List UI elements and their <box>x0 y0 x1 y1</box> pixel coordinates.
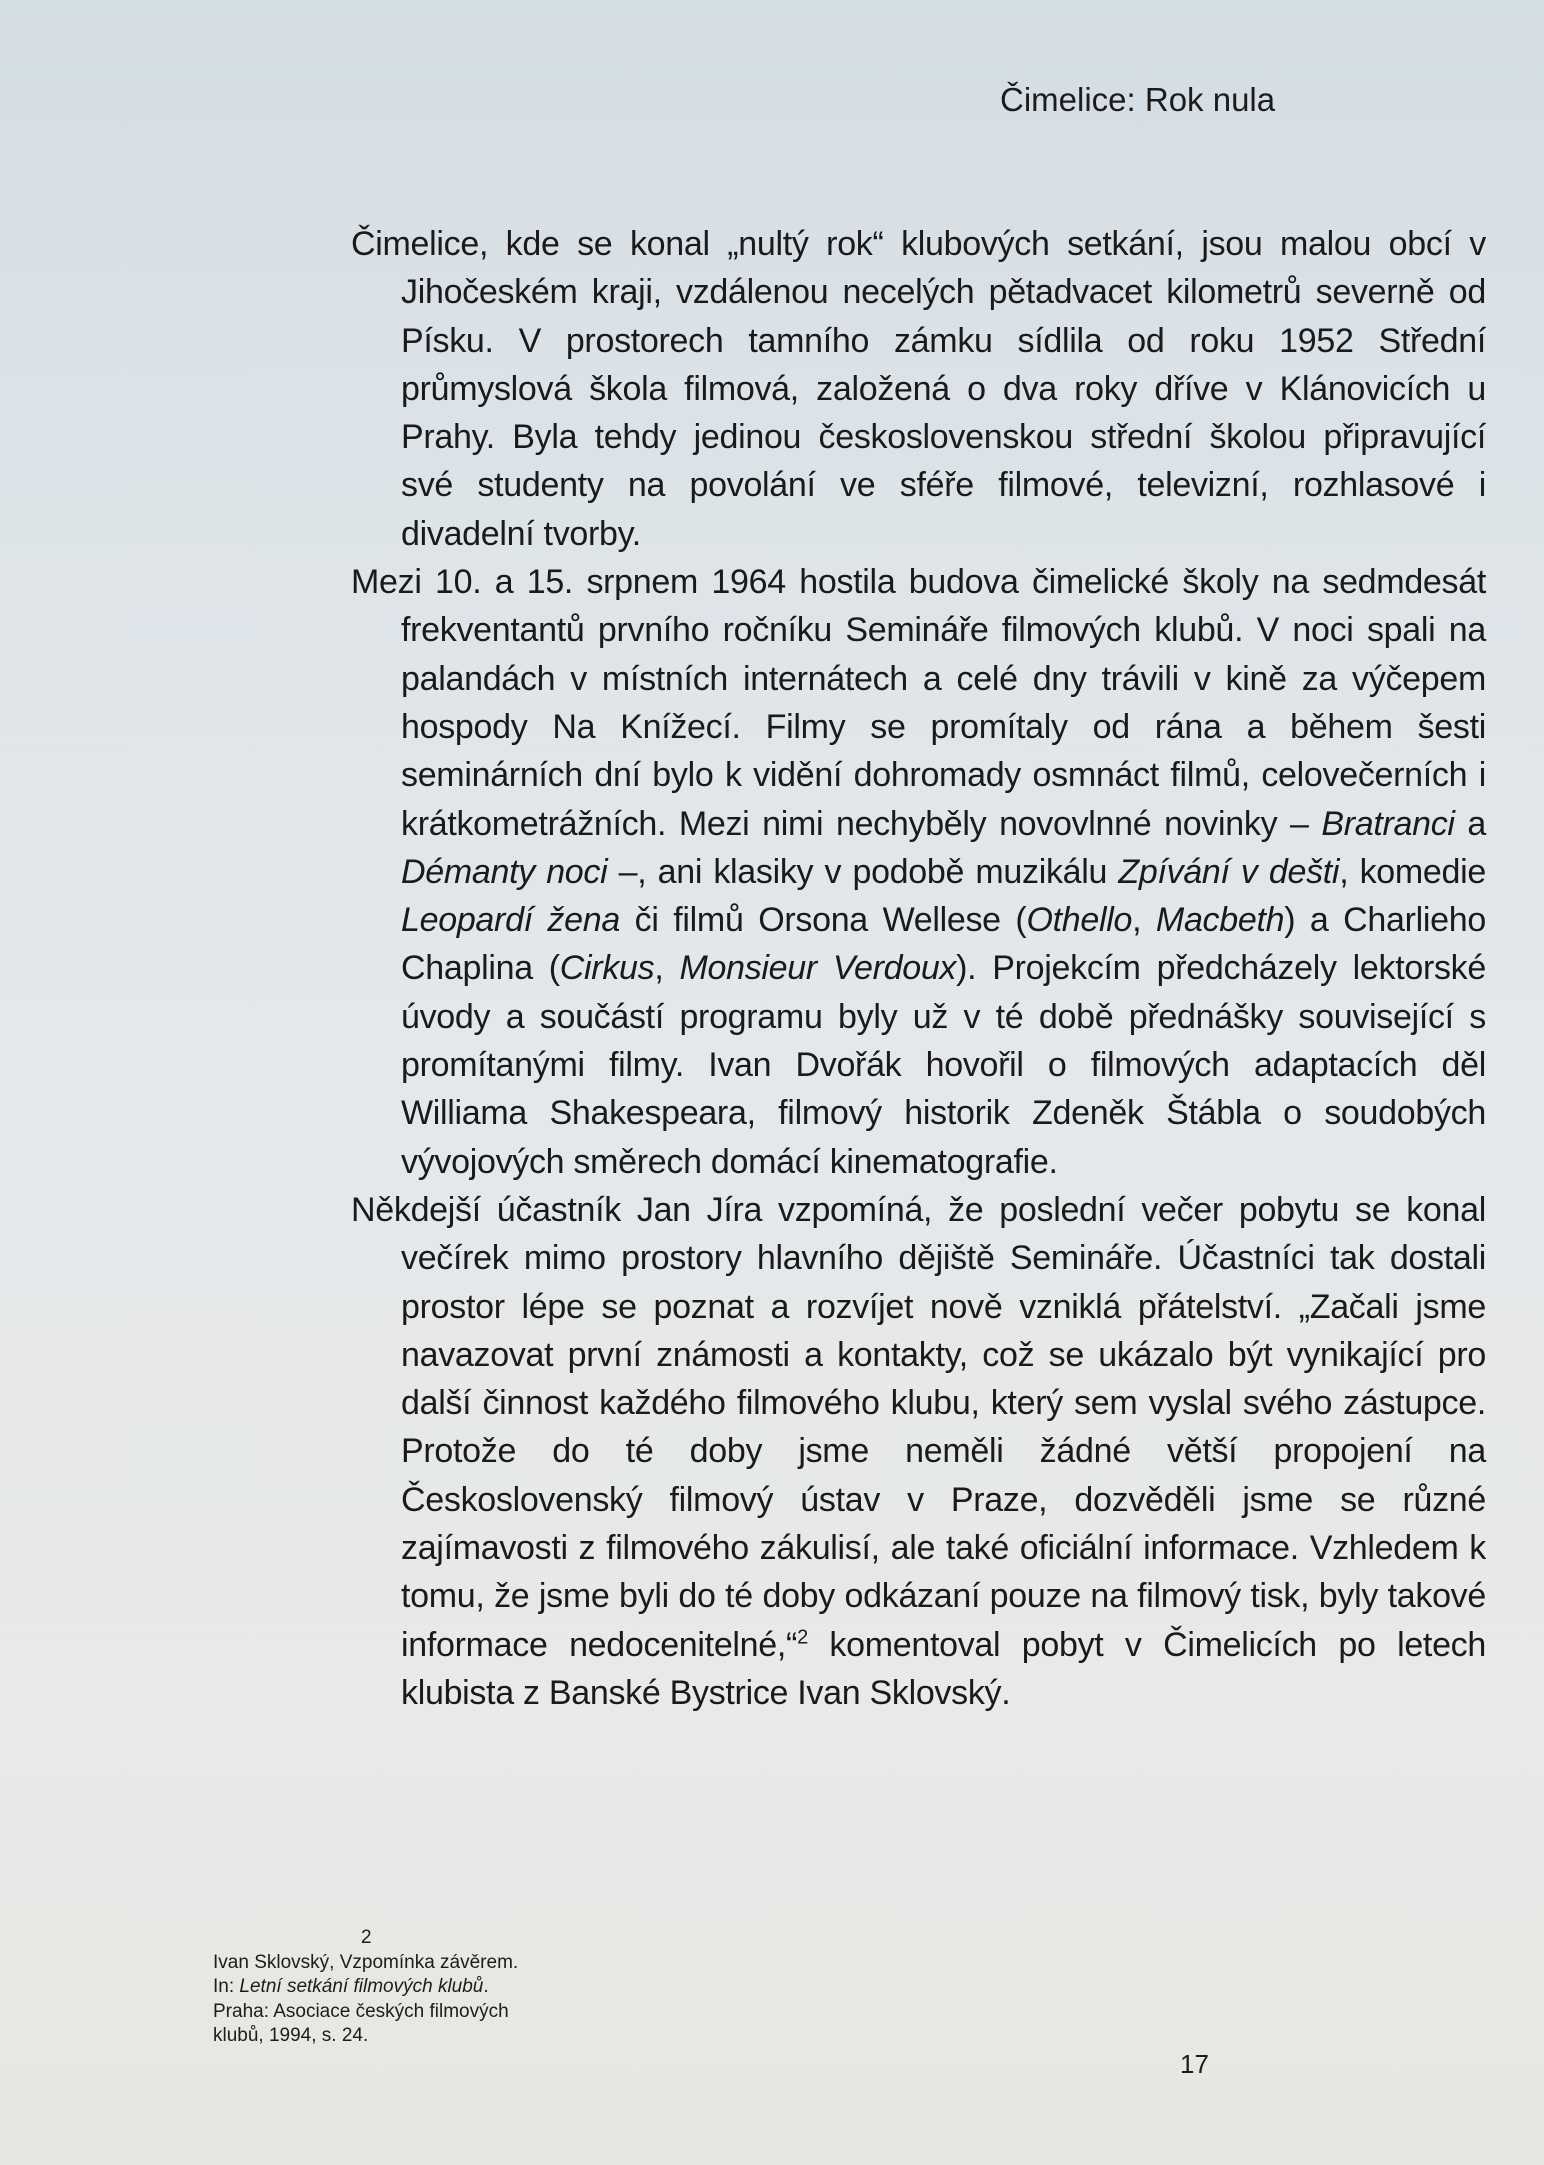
film-title-demanty-noci: Démanty noci <box>401 852 608 891</box>
footnote-reference: 2 <box>797 1626 808 1649</box>
film-title-bratranci: Bratranci <box>1321 804 1455 843</box>
footnote-text <box>213 1952 518 2047</box>
page-number: 17 <box>1180 2049 1209 2079</box>
paragraph-2-text: , <box>654 949 680 988</box>
footnote <box>213 1926 533 2049</box>
paragraph-2-text: , <box>1132 901 1156 940</box>
footnote-publication-title: Letní setkání filmových klubů <box>239 1976 484 1997</box>
paragraph-2-text: –, ani klasiky v podobě muzikálu <box>607 852 1119 891</box>
paragraph-2-text: Mezi 10. a 15. srpnem 1964 hostila budova čimelické školy na sedmdesát frekventantů prvního ročníku Semináře filmových klubů. V noci spali na palandách v místních internátech a celé dny trávili v kině za výčepem hospody Na Knížecí. Filmy se promítaly od rána a během šesti seminárních dní bylo k vidění dohromady osmnáct filmů, celovečerních i krátkometrážních. Mezi nimi nechyběly novovlnné novinky – <box>351 563 1486 843</box>
film-title-leopardi-zena: Leopardí žena <box>401 901 621 940</box>
paragraph-3-text-end: komentoval pobyt v Čimelicích po letech klubista z Banské Bystrice Ivan Sklovský. <box>401 1625 1486 1712</box>
paragraph-2-text: , komedie <box>1339 852 1486 891</box>
paragraph-3-text: Někdejší účastník Jan Jíra vzpomíná, že poslední večer pobytu se konal večírek mimo prostory hlavního dějiště Semináře. Účastníci tak dostali prostor lépe se poznat a rozvíjet nově vzniklá přátelství. „Začali jsme navazovat první známosti a kontakty, což se ukázalo být vynikající pro další činnost každého filmového klubu, který sem vyslal svého zástupce. Protože do té doby jsme neměli žádné větší propojení na Československý filmový ústav v Praze, dozvěděli jsme se různé zajímavosti z filmového zákulisí, ale také oficiální informace. Vzhledem k tomu, že jsme byli do té doby odkázaní pouze na filmový tisk, byly takové informace nedocenitelné,“ <box>351 1190 1486 1664</box>
film-title-cirkus: Cirkus <box>559 949 655 988</box>
body-text <box>351 220 1486 1717</box>
paragraph-2-text: a <box>1454 804 1486 843</box>
film-title-zpivani-v-desti: Zpívání v dešti <box>1118 852 1340 891</box>
footnote-number: 2 <box>361 1927 372 1948</box>
film-title-macbeth: Macbeth <box>1155 901 1285 940</box>
running-head: Čimelice: Rok nula <box>1000 81 1276 118</box>
film-title-monsieur-verdoux: Monsieur Verdoux <box>679 949 957 988</box>
paragraph-2 <box>351 558 1486 1186</box>
paragraph-2-text: či filmů Orsona Wellese ( <box>620 901 1027 940</box>
paragraph-1: Čimelice, kde se konal „nultý rok“ klubových setkání, jsou malou obcí v Jihočeském kraji, vzdálenou necelých pětadvacet kilometrů severně od Písku. V prostorech tamního zámku sídlila od roku 1952 Střední průmyslová škola filmová, založená o dva roky dříve v Klánovicích u Prahy. Byla tehdy jedinou československou střední školou připravující své studenty na povolání ve sféře filmové, televizní, rozhlasové i divadelní tvorby. <box>351 225 1486 553</box>
paragraph-2-text: ) a Charlieho Chaplina ( <box>401 901 1487 988</box>
footnote-text-part: . Praha: Asociace českých filmových klubů, 1994, s. 24. <box>213 1976 509 2046</box>
paragraph-2-text: ). Projekcím předcházely lektorské úvody a součástí programu byly už v té době přednášky související s promítanými filmy. Ivan Dvořák hovořil o filmových adaptacích děl Williama Shakespeara, filmový historik Zdeněk Štábla o soudobých vývojových směrech domácí kinematografie. <box>401 949 1486 1181</box>
film-title-othello: Othello <box>1026 901 1133 940</box>
footnote-text-part: Ivan Sklovský, Vzpomínka závěrem. In: <box>213 1951 519 1997</box>
paragraph-3 <box>351 1186 1486 1717</box>
